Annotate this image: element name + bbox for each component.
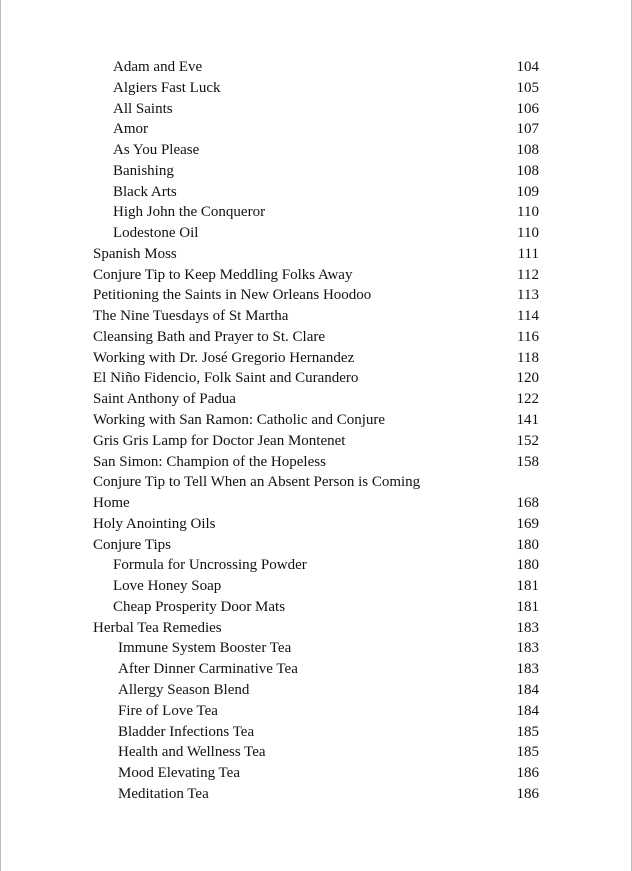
toc-entry[interactable]	[93, 431, 539, 452]
toc-entry[interactable]	[93, 348, 539, 369]
toc-entry-page-number: 107	[516, 121, 539, 138]
toc-entry-title: Black Arts	[113, 183, 177, 200]
toc-entry-title: Allergy Season Blend	[118, 681, 250, 698]
toc-entry-page-number: 183	[516, 640, 539, 657]
toc-entry-page-number: 104	[516, 59, 539, 75]
toc-entry-title: Cleansing Bath and Prayer to St. Clare	[93, 328, 326, 345]
toc-entry[interactable]	[93, 701, 539, 722]
toc-entry[interactable]	[93, 306, 539, 327]
toc-entry[interactable]	[93, 722, 539, 743]
toc-entry-page-number: 113	[517, 287, 539, 304]
toc-entry-page-number: 169	[516, 515, 539, 532]
toc-entry-page-number: 186	[516, 765, 539, 782]
toc-entry[interactable]	[93, 452, 539, 473]
toc-entry-page-number: 185	[516, 744, 539, 761]
toc-entry-title: Health and Wellness Tea	[118, 744, 266, 761]
toc-entry[interactable]	[93, 638, 539, 659]
toc-entry[interactable]	[93, 763, 539, 784]
toc-entry-page-number: 158	[516, 453, 539, 470]
toc-entry[interactable]	[93, 57, 539, 78]
toc-entry-page-number: 118	[517, 349, 539, 366]
toc-entry-title: Immune System Booster Tea	[118, 640, 292, 657]
toc-entry-title: Fire of Love Tea	[118, 702, 218, 719]
toc-entry-title: The Nine Tuesdays of St Martha	[93, 308, 289, 325]
toc-entry-page-number: 183	[516, 619, 539, 636]
toc-entry-page-number: 120	[516, 370, 539, 387]
toc-entry-title: El Niño Fidencio, Folk Saint and Curandero	[93, 370, 359, 387]
toc-entry[interactable]	[93, 389, 539, 410]
toc-entry-page-number: 180	[516, 536, 539, 553]
toc-entry[interactable]	[93, 659, 539, 680]
toc-entry[interactable]	[93, 182, 539, 203]
toc-entry[interactable]	[93, 784, 539, 805]
toc-entry-title: Banishing	[113, 162, 174, 179]
toc-entry-page-number: 184	[516, 681, 539, 698]
toc-entry[interactable]	[93, 223, 539, 244]
toc-entry[interactable]	[93, 472, 539, 514]
toc-entry-page-number: 114	[517, 308, 539, 325]
toc-entry-title: Love Honey Soap	[113, 578, 222, 595]
toc-entry-title: Lodestone Oil	[113, 225, 199, 242]
toc-entry-page-number: 110	[517, 225, 539, 242]
toc-entry-page-number: 110	[517, 204, 539, 221]
toc-entry-title: Working with San Ramon: Catholic and Conjure	[93, 412, 386, 429]
toc-entry-title: San Simon: Champion of the Hopeless	[93, 453, 326, 470]
toc-entry[interactable]	[93, 244, 539, 265]
toc-entry-title: Spanish Moss	[93, 245, 177, 262]
toc-entry-page-number: 168	[516, 495, 539, 512]
toc-entry[interactable]	[93, 618, 539, 639]
toc-entry-page-number: 180	[516, 557, 539, 574]
toc-entry-page-number: 108	[516, 142, 539, 159]
toc-entry-title: Gris Gris Lamp for Doctor Jean Montenet	[93, 432, 346, 449]
toc-entry-title: As You Please	[113, 142, 200, 159]
toc-entry[interactable]	[93, 680, 539, 701]
toc-entry[interactable]	[93, 327, 539, 348]
toc-entry-title: Cheap Prosperity Door Mats	[113, 598, 286, 615]
toc-entry-page-number: 109	[516, 183, 539, 200]
toc-entry-title: Bladder Infections Tea	[118, 723, 255, 740]
toc-entry-title: High John the Conqueror	[113, 204, 266, 221]
toc-entry-title: Conjure Tip to Keep Meddling Folks Away	[93, 266, 353, 283]
toc-entry[interactable]	[93, 368, 539, 389]
toc-entry-title: Formula for Uncrossing Powder	[113, 557, 307, 574]
toc-entry-page-number: 152	[516, 432, 539, 449]
toc-entry-title: Herbal Tea Remedies	[93, 619, 222, 636]
toc-entry[interactable]	[93, 576, 539, 597]
toc-entry[interactable]	[93, 410, 539, 431]
toc-entry-page-number: 181	[516, 578, 539, 595]
toc-entry[interactable]	[93, 140, 539, 161]
toc-entry[interactable]	[93, 202, 539, 223]
toc-entry[interactable]	[93, 555, 539, 576]
toc-entry-page-number: 186	[516, 785, 539, 802]
toc-entry[interactable]	[93, 265, 539, 286]
toc-entry-title: Mood Elevating Tea	[118, 765, 240, 782]
toc-entry-title: After Dinner Carminative Tea	[118, 661, 298, 678]
toc-entry-page-number: 122	[516, 391, 539, 408]
toc-entry[interactable]	[93, 119, 539, 140]
toc-entry[interactable]	[93, 99, 539, 120]
toc-entry[interactable]	[93, 597, 539, 618]
toc-entry-page-number: 111	[517, 245, 539, 262]
toc-entry-page-number: 185	[516, 723, 539, 740]
toc-entry-title: Adam and Eve	[113, 59, 203, 75]
toc-entry-page-number: 112	[517, 266, 539, 283]
toc-entry-page-number: 183	[516, 661, 539, 678]
toc-entry-page-number: 106	[516, 100, 539, 117]
toc-entry-page-number: 184	[516, 702, 539, 719]
toc-entry-page-number: 116	[517, 328, 539, 345]
toc-entry[interactable]	[93, 514, 539, 535]
toc-entry-title: All Saints	[113, 100, 173, 117]
table-of-contents	[93, 57, 539, 805]
toc-entry[interactable]	[93, 161, 539, 182]
toc-entry-title: Conjure Tip to Tell When an Absent Person is Coming Home	[93, 474, 421, 512]
toc-entry-page-number: 108	[516, 162, 539, 179]
toc-entry-title: Conjure Tips	[93, 536, 171, 553]
toc-entry-title: Saint Anthony of Padua	[93, 391, 236, 408]
toc-entry[interactable]	[93, 742, 539, 763]
toc-entry[interactable]	[93, 535, 539, 556]
toc-entry-page-number: 141	[516, 412, 539, 429]
toc-entry-title: Petitioning the Saints in New Orleans Hoodoo	[93, 287, 372, 304]
toc-entry-title: Amor	[113, 121, 148, 138]
toc-entry-title: Holy Anointing Oils	[93, 515, 216, 532]
toc-entry-title: Algiers Fast Luck	[113, 79, 221, 96]
toc-entry[interactable]	[93, 285, 539, 306]
toc-entry-title: Meditation Tea	[118, 785, 209, 802]
toc-entry-title: Working with Dr. José Gregorio Hernandez	[93, 349, 355, 366]
toc-entry[interactable]	[93, 78, 539, 99]
toc-entry-page-number: 181	[516, 598, 539, 615]
toc-entry-page-number: 105	[516, 79, 539, 96]
